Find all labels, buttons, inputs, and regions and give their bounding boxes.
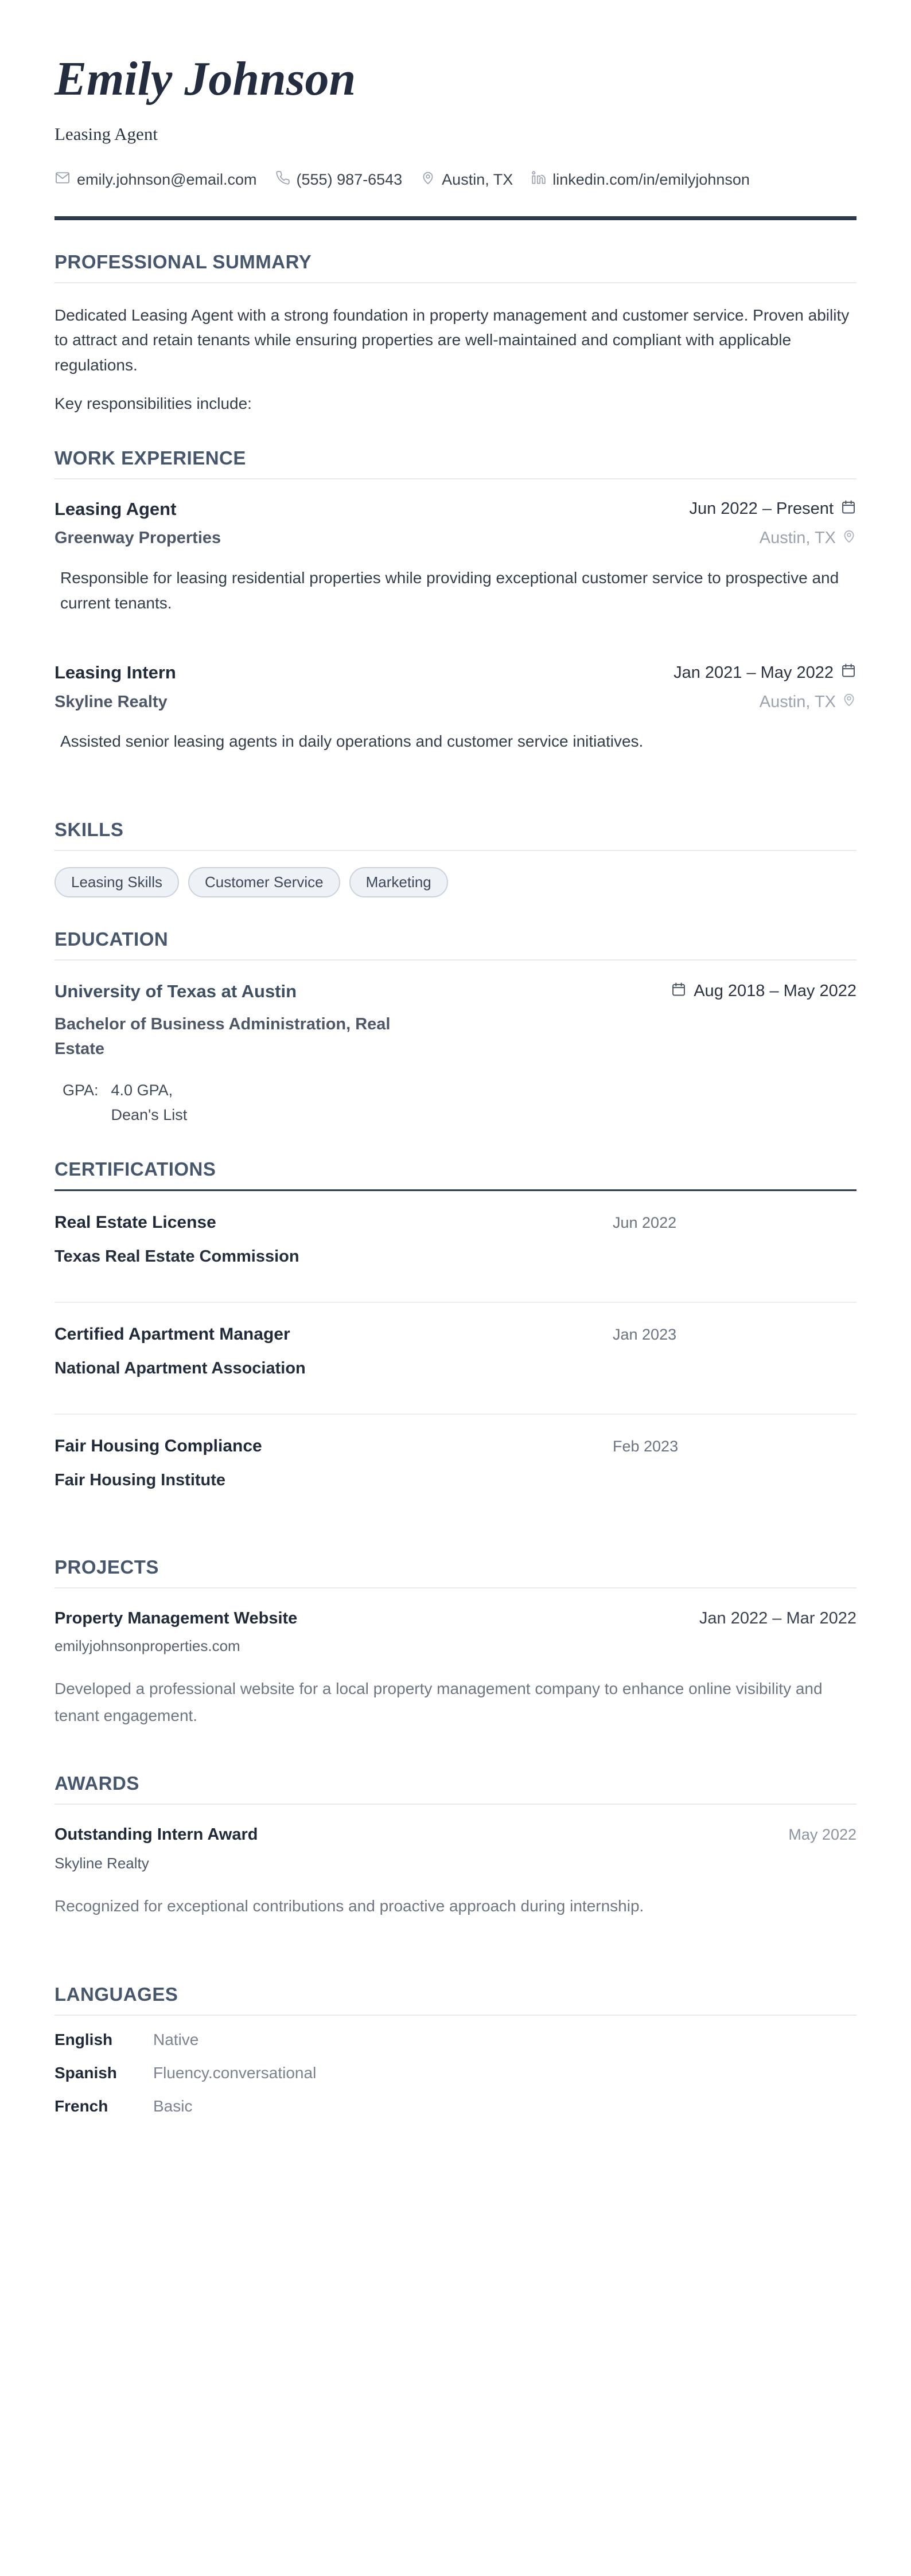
- certification-entry: [54, 1303, 857, 1415]
- gpa-values: [111, 1078, 188, 1127]
- linkedin-icon: [531, 170, 546, 189]
- contact-email-text: emily.johnson@email.com: [77, 171, 257, 188]
- section-divider: [54, 1587, 857, 1588]
- project-description: Developed a professional website for a local property management company to enhance online visibility and tenant engagement.: [54, 1680, 823, 1724]
- job-location: [760, 692, 857, 712]
- section-awards: [54, 1773, 857, 1919]
- section-divider: [54, 850, 857, 851]
- certification-title: Certified Apartment Manager: [54, 1325, 290, 1344]
- certification-issuer: Texas Real Estate Commission: [54, 1247, 299, 1266]
- job-description: Assisted senior leasing agents in daily operations and customer service initiatives.: [60, 732, 644, 751]
- award-entry: [54, 1825, 857, 1919]
- award-title: Outstanding Intern Award: [54, 1825, 258, 1844]
- contact-linkedin-text: linkedin.com/in/emilyjohnson: [552, 171, 750, 188]
- section-education: [54, 928, 857, 1127]
- job-title: Leasing Intern: [54, 662, 176, 683]
- header-divider: [54, 216, 857, 220]
- section-heading: PROFESSIONAL SUMMARY: [54, 251, 312, 272]
- section-divider: [54, 282, 857, 283]
- certification-row: [54, 1213, 857, 1232]
- section-heading: SKILLS: [54, 818, 124, 840]
- project-title-row: [54, 1609, 857, 1628]
- job-description: Responsible for leasing residential properties while providing exceptional customer service to prospective and current tenants.: [60, 568, 839, 612]
- job-meta-row: [54, 529, 857, 548]
- job-title: Leasing Agent: [54, 498, 177, 519]
- certification-title: Real Estate License: [54, 1213, 216, 1232]
- envelope-icon: [54, 170, 71, 190]
- job-dates-text: Jan 2021 – May 2022: [673, 663, 834, 682]
- project-entry: [54, 1609, 857, 1728]
- gpa-block: [54, 1078, 857, 1127]
- certification-issuer: National Apartment Association: [54, 1359, 306, 1378]
- job-dates-text: Jun 2022 – Present: [689, 499, 834, 518]
- project-title: Property Management Website: [54, 1609, 298, 1628]
- job-title-row: [54, 662, 857, 683]
- certification-row: [54, 1325, 857, 1344]
- certification-entry: [54, 1415, 857, 1513]
- job-location: [760, 529, 857, 548]
- language-level: Basic: [153, 2097, 193, 2115]
- language-row: [54, 2031, 857, 2049]
- section-divider: [54, 478, 857, 479]
- award-organization: Skyline Realty: [54, 1854, 149, 1872]
- section-skills: [54, 819, 857, 897]
- language-name: English: [54, 2030, 113, 2048]
- contact-location: [421, 170, 513, 189]
- skill-chip-list: [54, 867, 857, 897]
- language-name: Spanish: [54, 2063, 117, 2082]
- education-dates-text: Aug 2018 – May 2022: [694, 982, 857, 1001]
- certification-entry: [54, 1191, 857, 1303]
- job-title-row: [54, 499, 857, 520]
- award-title-row: [54, 1825, 857, 1844]
- job-entry: [54, 499, 857, 617]
- section-heading: EDUCATION: [54, 928, 169, 950]
- person-name: Emily Johnson: [54, 52, 356, 106]
- contact-phone[interactable]: [275, 170, 403, 189]
- certification-date: Feb 2023: [613, 1437, 679, 1455]
- skill-chip: Customer Service: [188, 867, 340, 897]
- section-heading: LANGUAGES: [54, 1983, 178, 2005]
- calendar-icon: [840, 662, 857, 683]
- award-description: Recognized for exceptional contributions and proactive approach during internship.: [54, 1896, 644, 1915]
- calendar-icon: [840, 499, 857, 520]
- project-dates: Jan 2022 – Mar 2022: [699, 1609, 857, 1628]
- language-row: [54, 2064, 857, 2082]
- skill-chip: Leasing Skills: [54, 867, 179, 897]
- gpa-value: 4.0 GPA,: [111, 1081, 173, 1099]
- section-projects: [54, 1556, 857, 1728]
- section-work-experience: [54, 447, 857, 755]
- certification-date: Jan 2023: [613, 1325, 677, 1343]
- job-location-text: Austin, TX: [759, 529, 836, 548]
- language-name: French: [54, 2097, 108, 2115]
- section-divider: [54, 1804, 857, 1805]
- phone-icon: [275, 170, 290, 189]
- job-company: Skyline Realty: [54, 692, 168, 711]
- job-dates: [689, 499, 857, 520]
- section-divider: [54, 2015, 857, 2016]
- language-level: Native: [153, 2030, 199, 2048]
- job-dates: [673, 662, 857, 683]
- section-heading: AWARDS: [54, 1772, 139, 1794]
- section-heading: WORK EXPERIENCE: [54, 447, 246, 469]
- job-entry: [54, 662, 857, 755]
- project-link[interactable]: emilyjohnsonproperties.com: [54, 1637, 240, 1655]
- contact-phone-text: (555) 987-6543: [296, 171, 403, 188]
- certification-issuer: Fair Housing Institute: [54, 1471, 226, 1490]
- certification-row: [54, 1437, 857, 1456]
- job-location-text: Austin, TX: [759, 692, 836, 711]
- section-certifications: [54, 1158, 857, 1513]
- job-meta-row: [54, 692, 857, 712]
- location-pin-icon: [421, 170, 435, 189]
- education-dates: [671, 981, 857, 1002]
- section-heading: CERTIFICATIONS: [54, 1158, 216, 1180]
- education-entry-header: [54, 981, 857, 1002]
- certification-date: Jun 2022: [613, 1213, 677, 1231]
- award-date: May 2022: [788, 1825, 857, 1843]
- school-name: University of Texas at Austin: [54, 981, 297, 1001]
- gpa-note: Dean's List: [111, 1106, 188, 1124]
- calendar-icon: [671, 981, 687, 1002]
- language-row: [54, 2097, 857, 2116]
- section-professional-summary: [54, 251, 857, 416]
- language-list: [54, 2031, 857, 2116]
- location-pin-icon: [842, 692, 857, 712]
- contact-email[interactable]: [54, 170, 257, 190]
- job-company: Greenway Properties: [54, 529, 221, 548]
- gpa-label: GPA:: [63, 1081, 99, 1099]
- certification-title: Fair Housing Compliance: [54, 1437, 262, 1456]
- language-level: Fluency.conversational: [153, 2063, 317, 2082]
- resume-header: [54, 52, 857, 220]
- contact-linkedin[interactable]: [531, 170, 750, 189]
- person-job-title: Leasing Agent: [54, 124, 158, 144]
- skill-chip: Marketing: [349, 867, 448, 897]
- location-pin-icon: [842, 529, 857, 548]
- section-divider: [54, 959, 857, 961]
- summary-paragraph-2: Key responsibilities include:: [54, 395, 252, 413]
- section-languages: [54, 1984, 857, 2116]
- section-heading: PROJECTS: [54, 1556, 159, 1578]
- summary-paragraph: Dedicated Leasing Agent with a strong foundation in property management and customer service. Proven ability to attract and retain tenants while ensuring properties are well-maintained and compliant with applicable regulations.: [54, 306, 850, 374]
- degree-name: Bachelor of Business Administration, Real Estate: [54, 1014, 391, 1059]
- contact-location-text: Austin, TX: [442, 171, 513, 188]
- contact-row: [54, 170, 857, 190]
